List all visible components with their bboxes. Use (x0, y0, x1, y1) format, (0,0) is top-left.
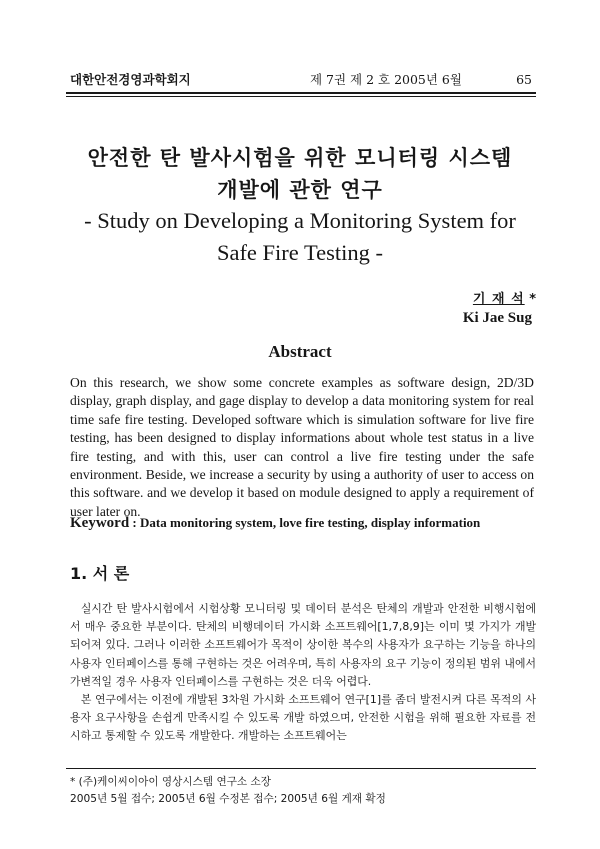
section-heading: 1. 서 론 (70, 564, 130, 583)
keyword-separator: : (132, 515, 137, 530)
author-korean (473, 288, 536, 307)
footnote-affiliation: * (주)케이씨이아이 영상시스템 연구소 소장 (70, 776, 272, 788)
english-title-line-2: Safe Fire Testing - (216, 240, 384, 265)
body-paragraph: 본 연구에서는 이전에 개발된 3차원 가시화 소프트웨어 연구[1]를 좀더 발전시켜 다른 목적의 사용자 요구사항을 손쉽게 만족시킬 수 있도록 개발 하였으며, 안전한 시험을 위해 필요한 자료를 전시하고 통제할 수 있도록 개발한다. 개발하는 소프트웨어는 (70, 693, 536, 743)
body-paragraph: 실시간 탄 발사시험에서 시험상황 모니터링 및 데이터 분석은 탄체의 개발과 안전한 비행시험에서 매우 중요한 부분이다. 탄체의 비행데이터 가시화 소프트웨어[1,7,8,9]는 이미 몇 가지가 개발되어져 있다. 그러나 이러한 소프트웨어가 목적이 상이한 복수의 사용자가 요구하는 기능을 하나의 사용자 인터페이스를 통해 구현하는 것은 어려우며, 특히 사용자의 요구 기능이 정의된 범위 내에서 가변적일 경우 사용자 인터페이스를 구현하는 것은 더욱 어렵다. (70, 602, 536, 688)
header-rule (66, 92, 536, 97)
korean-title-line-1: 안전한 탄 발사시험을 위한 모니터링 시스템 (87, 146, 513, 170)
footnote-rule (66, 768, 536, 769)
page-number: 65 (516, 72, 532, 87)
abstract-text: On this research, we show some concrete examples as software design, 2D/3D display, graph display, and gage display to develop a data monitoring system for real time safe fire testing. Developed software which is simulation software for live fire testing, has been designed to display informations about whole test status in a live fire testing, and with this, user can control a live fire testing under the safe environment. Beside, we increase a security by using a authority of user to access on this software. and we develop it based on module designed to apply a requirement of user later on. (70, 375, 534, 519)
section-body (70, 600, 536, 746)
keyword-line (70, 515, 540, 532)
korean-title-line-2: 개발에 관한 연구 (217, 178, 383, 202)
issue-info: 제 7권 제 2 호 2005년 6월 (310, 72, 462, 87)
footnotes (70, 774, 540, 808)
author-footnote-marker: * (529, 292, 536, 307)
author-korean-name: 기 재 석 (472, 292, 525, 307)
footnote-dates: 2005년 5월 접수; 2005년 6월 수정본 접수; 2005년 6월 게재 확정 (70, 793, 386, 805)
author-english: Ki Jae Sug (462, 310, 532, 326)
journal-name: 대한안전경영과학회지 (70, 72, 191, 87)
keyword-label: Keyword (70, 515, 130, 531)
keyword-text: Data monitoring system, love fire testing, display information (140, 515, 481, 530)
english-title-line-1: - Study on Developing a Monitoring System for (84, 208, 516, 233)
abstract-heading: Abstract (268, 342, 332, 361)
